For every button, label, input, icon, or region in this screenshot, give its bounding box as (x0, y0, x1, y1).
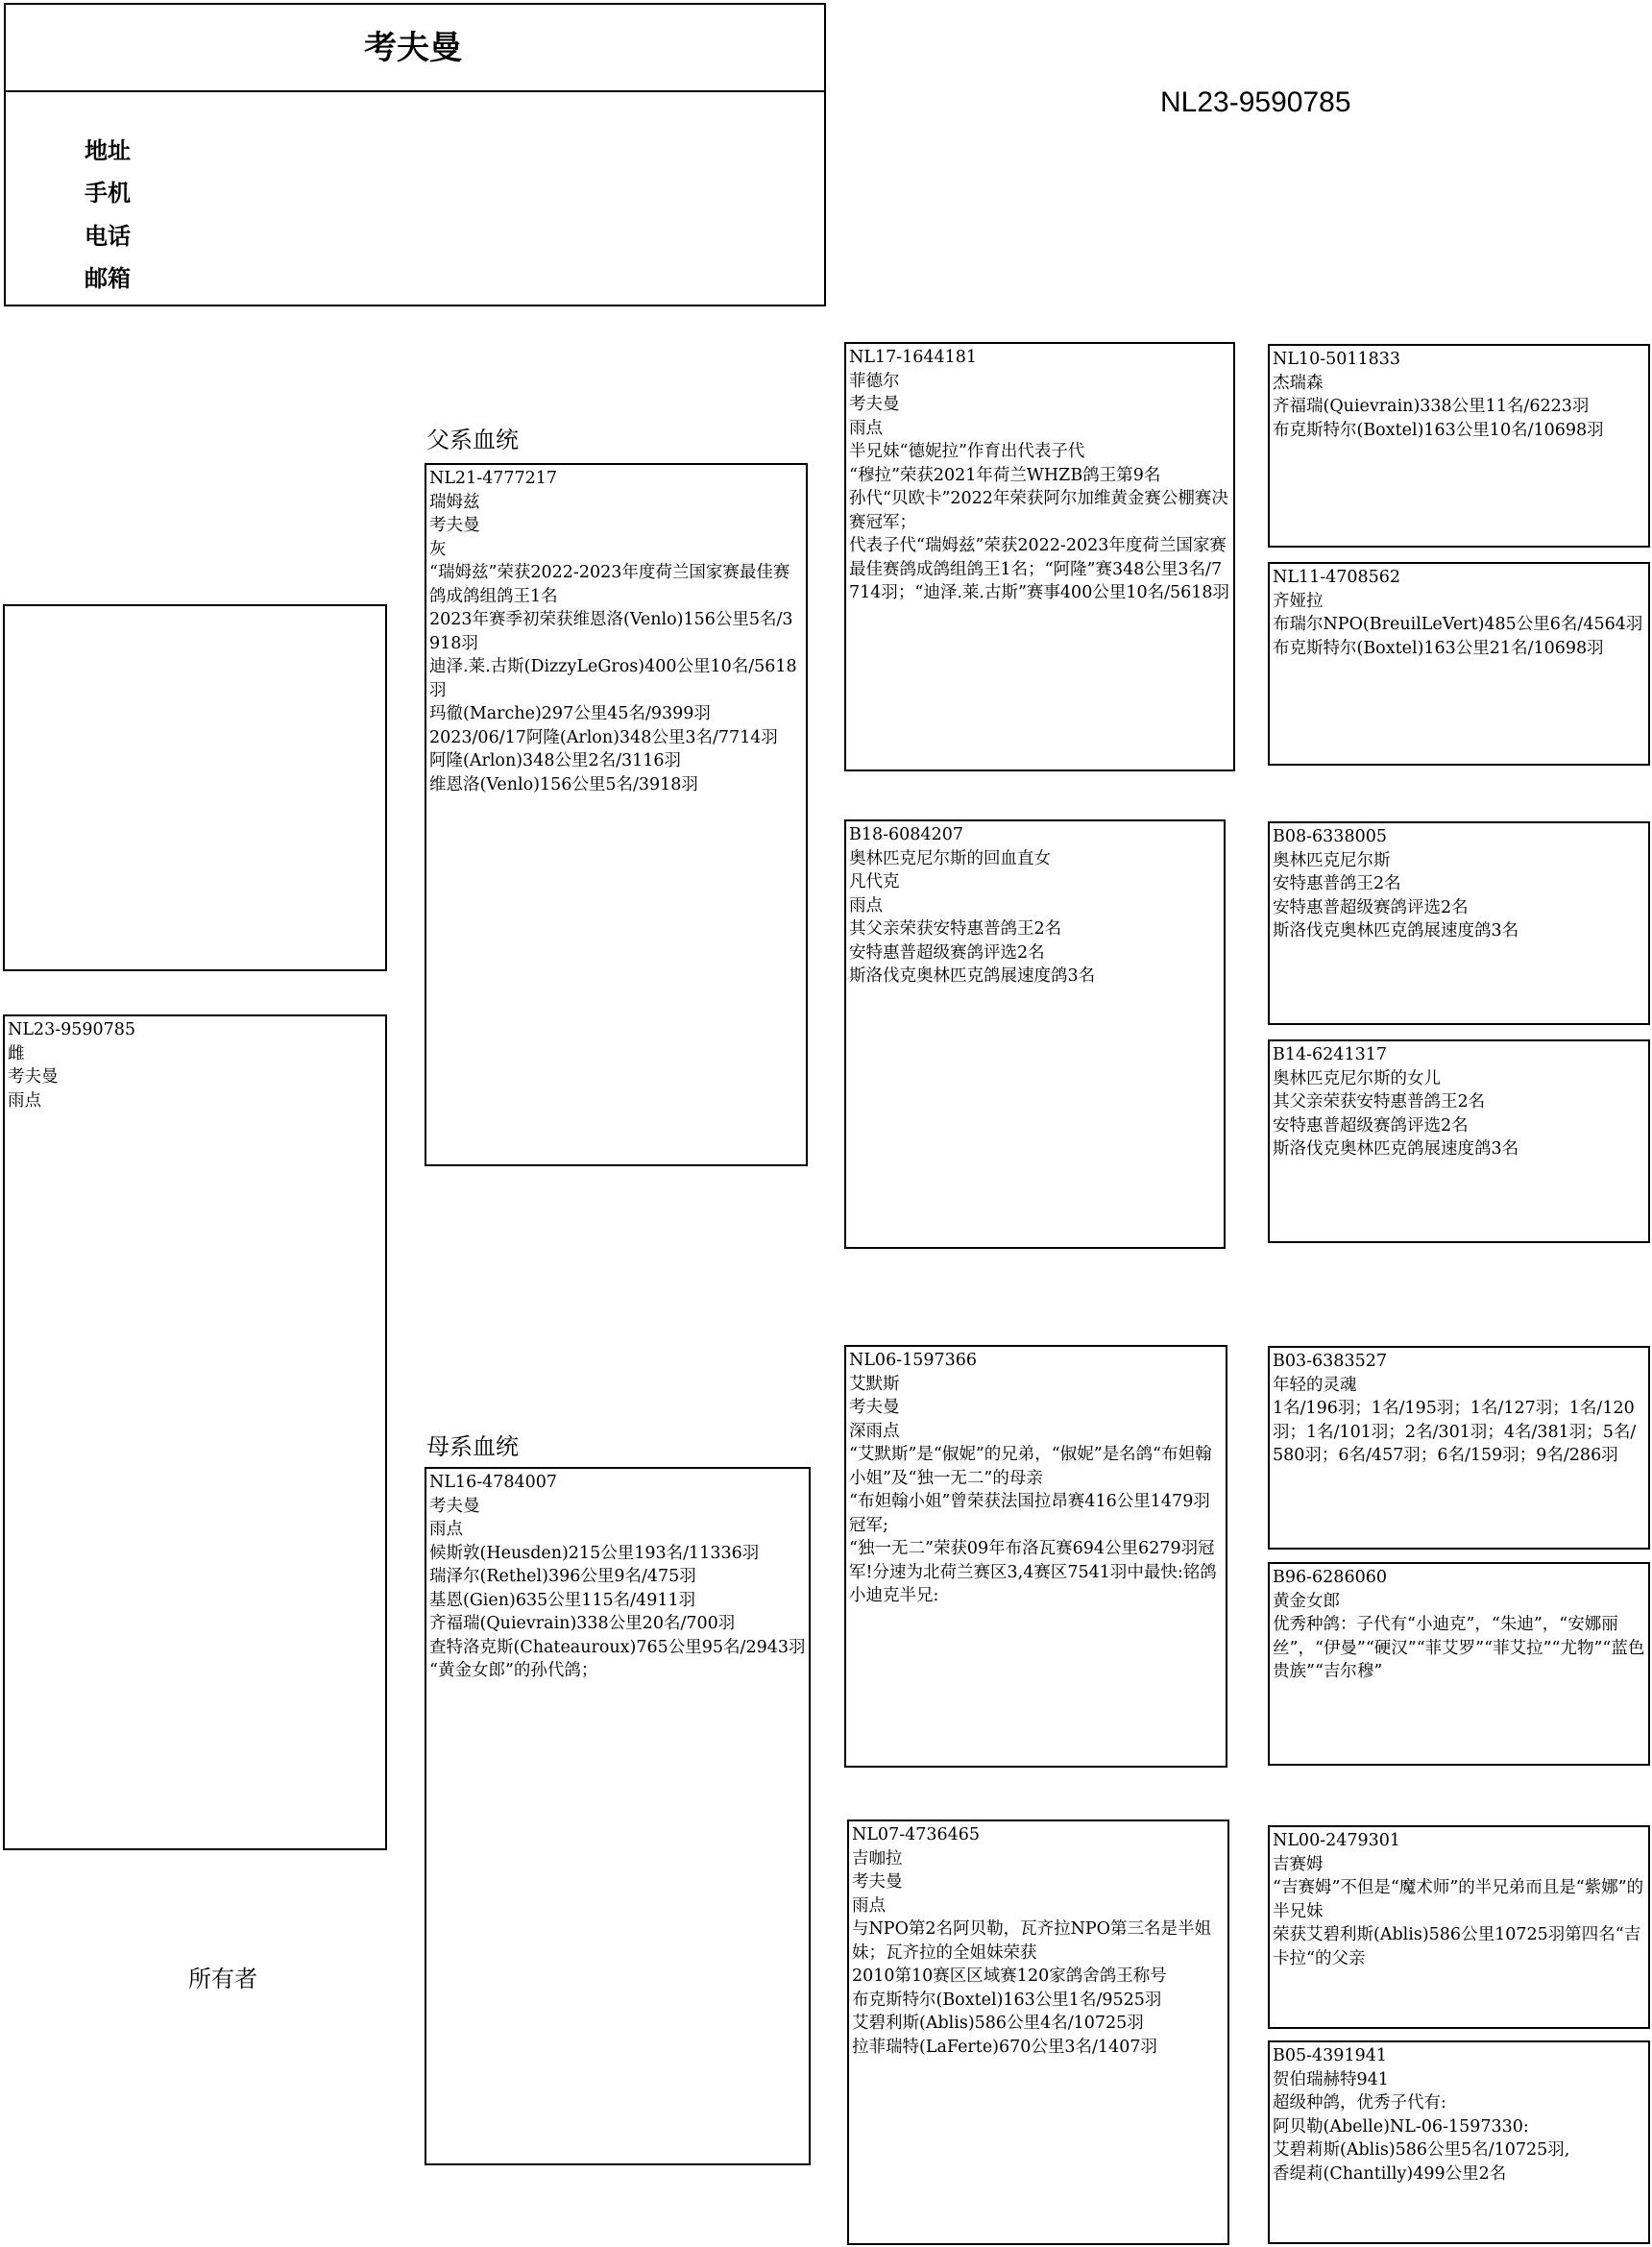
pedigree-line: “黄金女郎”的孙代鸽； (429, 1661, 598, 1680)
sdd-box (1268, 1039, 1650, 1243)
pedigree-line: 安特惠普超级赛鸽评选2名 (1273, 1115, 1469, 1136)
pedigree-line: 考夫曼 (8, 1067, 59, 1087)
pedigree-line: “吉赛姆”不但是“魔术师”的半兄弟而且是“紫娜”的半兄妹 (1273, 1878, 1644, 1921)
pedigree-line: “艾默斯”是“俶妮”的兄弟，“俶妮”是名鸽“布妲翰小姐”及“独一无二”的母亲 (849, 1445, 1212, 1488)
pedigree-line: 斯洛伐克奥林匹克鸽展速度鸽3名 (849, 966, 1096, 986)
pedigree-line: 杰瑞森 (1273, 373, 1324, 393)
ring-id: B05-4391941 (1273, 2046, 1387, 2065)
ring-id: B18-6084207 (849, 825, 963, 844)
pedigree-line: 奥林匹克尼尔斯的女儿 (1273, 1068, 1441, 1088)
dam-line-label: 母系血统 (426, 1433, 519, 1460)
pedigree-line: 布瑞尔NPO(BreuilLeVert)485公里6名/4564羽 (1273, 615, 1643, 634)
sire-dam-box (844, 819, 1226, 1249)
phone-label: 电话 (85, 223, 131, 250)
pedigree-line: 其父亲荣获安特惠普鸽王2名 (1273, 1092, 1486, 1111)
header-divider (4, 90, 824, 92)
pedigree-line: 与NPO第2名阿贝勒，瓦齐拉NPO第三名是半姐妹；瓦齐拉的全姐妹荣获 (852, 1919, 1212, 1963)
pedigree-line: 菲德尔 (849, 371, 900, 391)
ring-id: NL10-5011833 (1273, 350, 1401, 369)
pedigree-line: 安特惠普超级赛鸽评选2名 (1273, 897, 1469, 917)
pedigree-line: 候斯敦(Heusden)215公里193名/11336羽 (429, 1543, 760, 1563)
ring-id: NL23-9590785 (8, 1020, 136, 1039)
photo-box (3, 604, 387, 971)
pedigree-line: 玛徹(Marche)297公里45名/9399羽 (429, 704, 711, 723)
pedigree-line: 瑞泽尔(Rethel)396公里9名/475羽 (429, 1567, 696, 1586)
pedigree-line: 艾默斯 (849, 1374, 900, 1394)
pedigree-line: “穆拉”荣获2021年荷兰WHZB鸽王第9名 (849, 465, 1161, 485)
ddd-box (1268, 2040, 1650, 2244)
dam-sire-box (844, 1345, 1227, 1768)
pedigree-line: 瑞姆兹 (429, 492, 480, 512)
dam-dam-content (849, 1821, 1227, 2061)
pedigree-line: 阿贝勒(Abelle)NL-06-1597330: (1273, 2116, 1529, 2137)
pedigree-line: 雨点 (8, 1090, 41, 1111)
pedigree-line: 吉赛姆 (1273, 1854, 1324, 1874)
page-title: 考夫曼 (364, 29, 462, 67)
pedigree-line: 斯洛伐克奥林匹克鸽展速度鸽3名 (1273, 1139, 1519, 1159)
pedigree-line: “独一无二”荣获09年布洛瓦赛694公里6279羽冠军!分速为北荷兰赛区3,4赛区7541羽中最快:铭鸽小迪克半兄: (849, 1539, 1217, 1605)
sire-sire-box (844, 342, 1235, 771)
pedigree-line: 查特洛克斯(Chateauroux)765公里95名/2943羽 (429, 1637, 806, 1657)
pedigree-line: 孙代“贝欧卡”2022年荣获阿尔加维黄金赛公棚赛决赛冠军； (849, 489, 1228, 532)
pedigree-line: 考夫曼 (849, 395, 900, 414)
subject-content (5, 1016, 385, 1114)
pedigree-line: 黄金女郎 (1273, 1591, 1340, 1611)
ring-id: NL11-4708562 (1273, 568, 1401, 587)
pedigree-line: 2023/06/17阿隆(Arlon)348公里3名/7714羽 (429, 727, 778, 747)
pedigree-line: 奥林匹克尼尔斯 (1273, 850, 1391, 870)
dss-content (1270, 1348, 1648, 1470)
pedigree-line: 考夫曼 (429, 1496, 480, 1516)
pedigree-line: 年轻的灵魂 (1273, 1375, 1357, 1395)
dam-box (425, 1467, 811, 2165)
pedigree-line: 超级种鸽，优秀子代有: (1273, 2093, 1446, 2113)
ring-number: NL23-9590785 (1160, 86, 1351, 118)
dds-box (1268, 1825, 1650, 2029)
sire-dam-content (846, 821, 1224, 990)
sire-sire-content (846, 344, 1233, 607)
pedigree-line: 香缇莉(Chantilly)499公里2名 (1273, 2163, 1507, 2184)
pedigree-line: 代表子代“瑞姆兹”荣获2022-2023年度荷兰国家赛最佳赛鸽成鸽组鸽王1名；“阿隆”赛348公里3名/7714羽；“迪泽.莱.古斯”赛事400公里10名/5618羽 (849, 536, 1230, 602)
sds-box (1268, 821, 1650, 1025)
subject-box (3, 1014, 387, 1850)
pedigree-line: “瑞姆兹”荣获2022-2023年度荷兰国家赛最佳赛鸽成鸽组鸽王1名 (429, 563, 790, 606)
pedigree-line: 考夫曼 (849, 1398, 900, 1417)
ring-id: NL06-1597366 (849, 1351, 978, 1370)
ssd-box (1268, 562, 1650, 766)
ring-id: NL00-2479301 (1273, 1831, 1401, 1850)
pedigree-line: 考夫曼 (429, 516, 480, 535)
dam-content (426, 1469, 809, 1685)
email-label: 邮箱 (85, 265, 131, 292)
pedigree-line: 深雨点 (849, 1421, 900, 1441)
mobile-label: 手机 (85, 180, 131, 207)
ssd-content (1270, 564, 1648, 662)
dsd-content (1270, 1564, 1648, 1686)
sire-content (426, 465, 806, 798)
ring-id: B14-6241317 (1273, 1045, 1387, 1064)
ring-id: NL07-4736465 (852, 1825, 981, 1844)
pedigree-line: 艾碧莉斯(Ablis)586公里5名/10725羽, (1273, 2140, 1570, 2160)
pedigree-line: 安特惠普超级赛鸽评选2名 (849, 942, 1045, 963)
pedigree-line: 维恩洛(Venlo)156公里5名/3918羽 (429, 774, 698, 794)
pedigree-line: 迪泽.莱.古斯(DizzyLeGros)400公里10名/5618羽 (429, 657, 797, 700)
pedigree-line: 艾碧利斯(Ablis)586公里4名/10725羽 (852, 2014, 1144, 2033)
pedigree-line: 布克斯特尔(Boxtel)163公里1名/9525羽 (852, 1990, 1162, 2010)
pedigree-line: 吉咖拉 (852, 1848, 903, 1868)
pedigree-line: 雨点 (852, 1895, 886, 1916)
pedigree-line: 半兄妹“德妮拉”作育出代表子代 (849, 442, 1085, 461)
pedigree-line: 荣获艾碧利斯(Ablis)586公里10725羽第四名“吉卡拉“的父亲 (1273, 1925, 1641, 1968)
pedigree-line: 雌 (8, 1043, 25, 1063)
ring-id: NL17-1644181 (849, 348, 978, 367)
address-label: 地址 (85, 137, 131, 164)
pedigree-line: “布妲翰小姐”曾荣获法国拉昂赛416公里1479羽冠军; (849, 1492, 1210, 1535)
dss-box (1268, 1346, 1650, 1550)
pedigree-line: 凡代克 (849, 872, 900, 891)
sire-line-label: 父系血统 (426, 427, 519, 453)
pedigree-line: 基恩(Gien)635公里115名/4911羽 (429, 1590, 696, 1610)
dam-dam-box (847, 1820, 1229, 2245)
sss-content (1270, 346, 1648, 444)
pedigree-line: 拉菲瑞特(LaFerte)670公里3名/1407羽 (852, 2037, 1157, 2057)
pedigree-line: 阿隆(Arlon)348公里2名/3116羽 (429, 751, 682, 770)
dsd-box (1268, 1562, 1650, 1766)
sss-box (1268, 344, 1650, 548)
owner-label: 所有者 (188, 1966, 257, 1992)
pedigree-line: 1名/196羽；1名/195羽；1名/127羽；1名/120羽；1名/101羽；2名/301羽；4名/381羽；5名/580羽；6名/457羽；6名/159羽；9名/286羽 (1273, 1399, 1637, 1465)
pedigree-line: 雨点 (429, 1520, 463, 1539)
pedigree-line: 雨点 (849, 418, 883, 438)
sdd-content (1270, 1041, 1648, 1163)
pedigree-line: 灰 (429, 539, 447, 559)
pedigree-line: 布克斯特尔(Boxtel)163公里10名/10698羽 (1273, 420, 1604, 440)
ring-id: B96-6286060 (1273, 1568, 1387, 1587)
pedigree-line: 安特惠普鸽王2名 (1273, 874, 1401, 893)
sds-content (1270, 823, 1648, 945)
pedigree-line: 奥林匹克尼尔斯的回血直女 (849, 848, 1051, 868)
pedigree-line: 2023年赛季初荣获维恩洛(Venlo)156公里5名/3918羽 (429, 610, 793, 653)
pedigree-line: 齐娅拉 (1273, 591, 1324, 611)
ddd-content (1270, 2042, 1648, 2187)
pedigree-line: 布克斯特尔(Boxtel)163公里21名/10698羽 (1273, 638, 1604, 658)
sire-box (425, 463, 808, 1166)
pedigree-line: 贺伯瑞赫特941 (1273, 2069, 1389, 2089)
dds-content (1270, 1827, 1648, 1972)
dam-sire-content (846, 1347, 1226, 1610)
pedigree-line: 雨点 (849, 895, 883, 916)
pedigree-line: 斯洛伐克奥林匹克鸽展速度鸽3名 (1273, 921, 1519, 940)
pedigree-line: 2010第10赛区区域赛120家鸽舍鸽王称号 (852, 1966, 1167, 1986)
pedigree-line: 齐福瑞(Quievrain)338公里20名/700羽 (429, 1614, 736, 1633)
ring-id: NL21-4777217 (429, 469, 558, 488)
pedigree-line: 齐福瑞(Quievrain)338公里11名/6223羽 (1273, 397, 1590, 416)
ring-id: B08-6338005 (1273, 827, 1387, 846)
pedigree-line: 优秀种鸽：子代有“小迪克”，“朱迪”，“安娜丽丝”，“伊曼”“硬汉”“菲艾罗”“菲艾拉”“尤物”“蓝色贵族”“吉尔穆” (1273, 1615, 1645, 1681)
pedigree-line: 考夫曼 (852, 1872, 903, 1892)
ring-id: B03-6383527 (1273, 1352, 1387, 1371)
pedigree-line: 其父亲荣获安特惠普鸽王2名 (849, 919, 1062, 939)
ring-id: NL16-4784007 (429, 1473, 558, 1492)
